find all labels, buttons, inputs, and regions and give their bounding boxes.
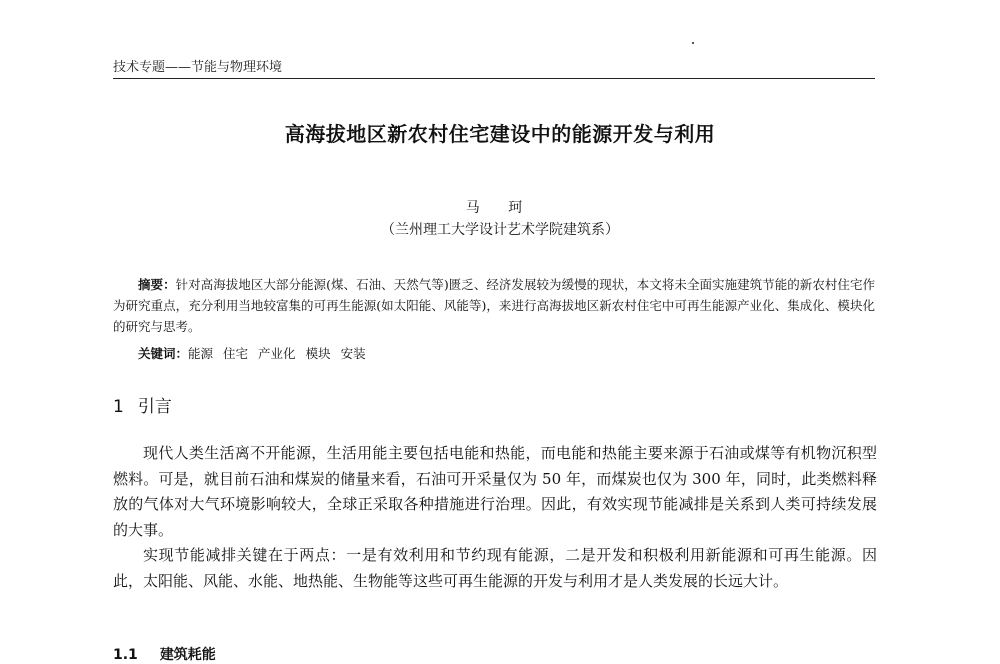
keyword: 安装: [340, 346, 366, 361]
paper-title: 高海拔地区新农村住宅建设中的能源开发与利用: [284, 122, 716, 146]
subsection-number: 1.1: [113, 647, 138, 663]
scan-speck: [692, 42, 694, 44]
keyword: 产业化: [258, 346, 296, 361]
section-number: 1: [113, 397, 124, 417]
keyword: 住宅: [223, 346, 249, 361]
header-rule: [113, 78, 875, 79]
body-paragraph: 现代人类生活离不开能源，生活用能主要包括电能和热能，而电能和热能主要来源于石油或煤等有机物沉积型燃料。可是，就目前石油和煤炭的储量来看，石油可开采量仅为 50 年，而煤炭也仅为 300 年，同时，此类燃料释放的气体对大气环境影响较大，全球正采取各种措施进行治理。因此，有效实现节能减排是关系到人类可持续发展的大事。: [113, 444, 877, 539]
section-heading: [113, 392, 172, 417]
running-header: 技术专题——节能与物理环境: [113, 60, 283, 75]
author-affiliation: （兰州理工大学设计艺术学院建筑系）: [381, 222, 619, 238]
abstract: [113, 274, 875, 337]
body-paragraph: 实现节能减排关键在于两点：一是有效利用和节约现有能源，二是开发和积极利用新能源和可再生能源。因此，太阳能、风能、水能、地热能、生物能等这些可再生能源的开发与利用才是人类发展的长远大计。: [113, 546, 877, 590]
keywords-label: 关键词：: [138, 346, 189, 361]
keyword: 模块: [305, 346, 331, 361]
author-name: 马 珂: [465, 200, 535, 216]
abstract-label: 摘要：: [138, 277, 176, 292]
subsection-heading: [113, 644, 216, 664]
keyword: 能源: [188, 346, 214, 361]
subsection-title: 建筑耗能: [159, 647, 216, 663]
abstract-text: 针对高海拔地区大部分能源(煤、石油、天然气等)匮乏、经济发展较为缓慢的现状，本文将未全面实施建筑节能的新农村住宅作为研究重点，充分利用当地较富集的可再生能源(如太阳能、风能等)，来进行高海拔地区新农村住宅中可再生能源产业化、集成化、模块化的研究与思考。: [113, 277, 875, 334]
section-title: 引言: [137, 397, 172, 417]
keywords: [113, 344, 875, 362]
